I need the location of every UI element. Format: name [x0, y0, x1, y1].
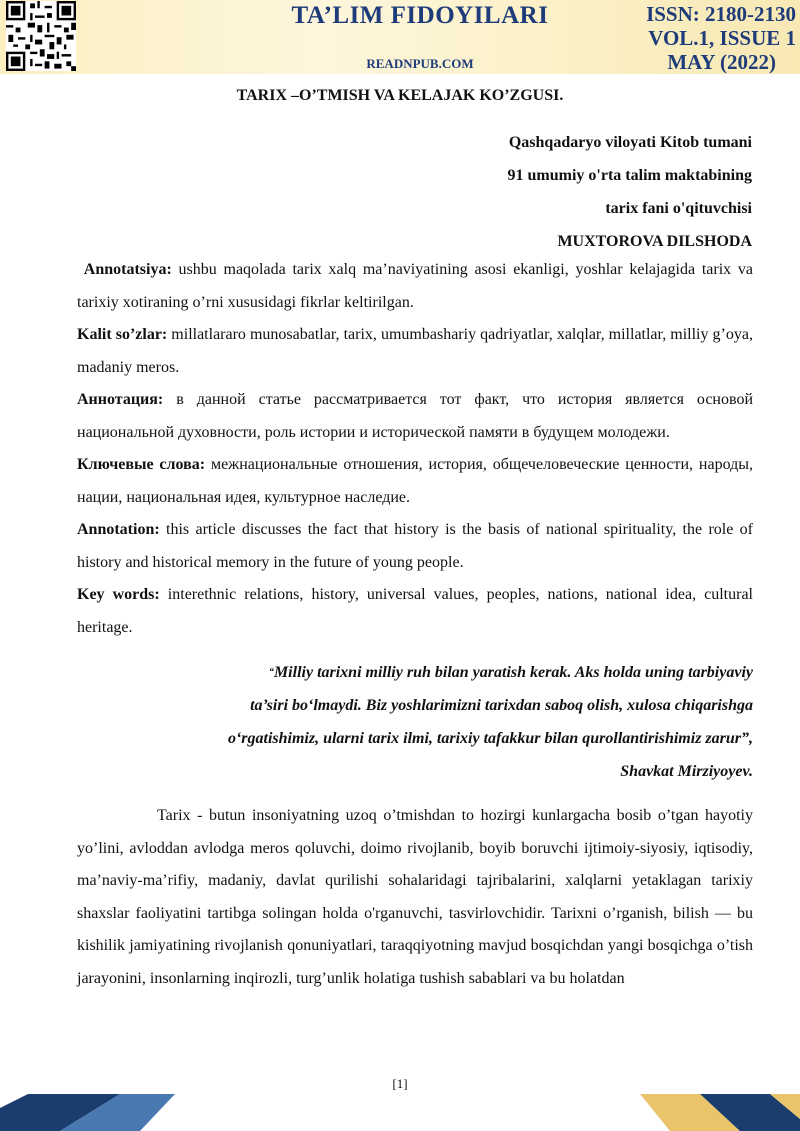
footer-decoration	[0, 1094, 800, 1131]
abstract-label: Annotation:	[77, 521, 160, 538]
main-paragraph: Tarix - butun insoniyatning uzoq o’tmishdan to hozirgi kunlargacha bosib o’tgan hayotiy yo’lini, avloddan avlodga meros qoluvchi, doimo rivojlanib, boyib boruvchi ijtimoiy-siyosiy, iqtisodiy, ma’naviy-ma’rifiy, madaniy, davlat qurilishi sohalaridagi tajribalarini, xalqlarni yetaklagan tarixiy shaxslar faoliyatini tartibga solingan holda o'rganuvchi, tasvirlovchidir. Tarixni o’rganish, bilish — bu kishilik jamiyatining rivojlanish qonuniyatlari, taraqqiyotning mavjud bosqichdan yangi bosqichga o’tish jarayonini, insonlarning inqirozli, turg’unlik holatiga tushish sabablari va bu holatdan	[77, 807, 753, 987]
quote-attribution: Shavkat Mirziyoyev.	[620, 763, 753, 780]
quote-line-2: ta’siri bo‘lmaydi. Biz yoshlarimizni tarixdan saboq olish, xulosa chiqarishga	[250, 697, 753, 714]
keywords-text: millatlararo munosabatlar, tarix, umumbashariy qadriyatlar, xalqlar, millatlar, milliy g’oya, madaniy meros.	[77, 326, 753, 376]
author-affiliation-3: tarix fani o'qituvchisi	[605, 200, 752, 217]
keywords-label: Key words:	[77, 586, 160, 603]
issn-block	[586, 2, 796, 74]
author-affiliation-1: Qashqadaryo viloyati Kitob tumani	[508, 134, 752, 151]
author-name: MUXTOROVA DILSHODA	[557, 233, 752, 250]
keywords-text: межнациональные отношения, история, общечеловеческие ценности, народы, нации, национальная идея, культурное наследие.	[77, 456, 753, 506]
quote-line-3: o‘rgatishimiz, ularni tarix ilmi, tarixiy tafakkur bilan qurollantirishimiz zarur”,	[227, 730, 753, 747]
abstract-text: ushbu maqolada tarix xalq ma’naviyatining asosi ekanligi, yoshlar kelajagida tarix va tarixiy xotiraning o’rni xususidagi fikrlar keltirilgan.	[77, 261, 754, 311]
abstract-text: this article discusses the fact that history is the basis of national spirituality, the role of history and historical memory in the future of young people.	[77, 521, 753, 571]
abstract-text: в данной статье рассматривается тот факт, что история является основой национальной духовности, роль истории и исторической памяти в будущем молодежи.	[77, 391, 753, 441]
article-body	[77, 254, 753, 995]
volume-issue: VOL.1, ISSUE 1	[648, 26, 796, 50]
issn: ISSN: 2180-2130	[646, 2, 796, 26]
epigraph-quote	[77, 656, 753, 788]
keywords-en	[77, 579, 753, 644]
journal-site-link[interactable]: READNPUB.COM	[366, 56, 474, 71]
abstract-ru	[77, 384, 753, 449]
quote-open-mark: “	[268, 667, 274, 678]
abstract-label: Annotatsiya:	[83, 261, 172, 278]
qr-code-icon	[2, 1, 80, 71]
article-title: TARIX –O’TMISH VA KELAJAK KO’ZGUSI.	[236, 87, 564, 104]
quote-line-1: Milliy tarixni milliy ruh bilan yaratish kerak. Aks holda uning tarbiyaviy	[273, 664, 753, 681]
issue-date: MAY (2022)	[667, 50, 776, 74]
keywords-uz	[77, 319, 753, 384]
journal-name: TA’LIM FIDOYILARI	[291, 2, 549, 29]
keywords-ru	[77, 449, 753, 514]
author-affiliation-2: 91 umumiy o'rta talim maktabining	[507, 167, 752, 184]
abstract-en	[77, 514, 753, 579]
page-number: [1]	[392, 1076, 408, 1091]
journal-header	[0, 0, 800, 74]
keywords-text: interethnic relations, history, universal values, peoples, nations, national idea, cultural heritage.	[77, 586, 754, 636]
author-block	[252, 126, 752, 258]
keywords-label: Ключевые слова:	[77, 456, 206, 473]
keywords-label: Kalit so’zlar:	[77, 326, 168, 343]
abstract-label: Аннотация:	[77, 391, 164, 408]
abstract-uz	[77, 254, 753, 319]
